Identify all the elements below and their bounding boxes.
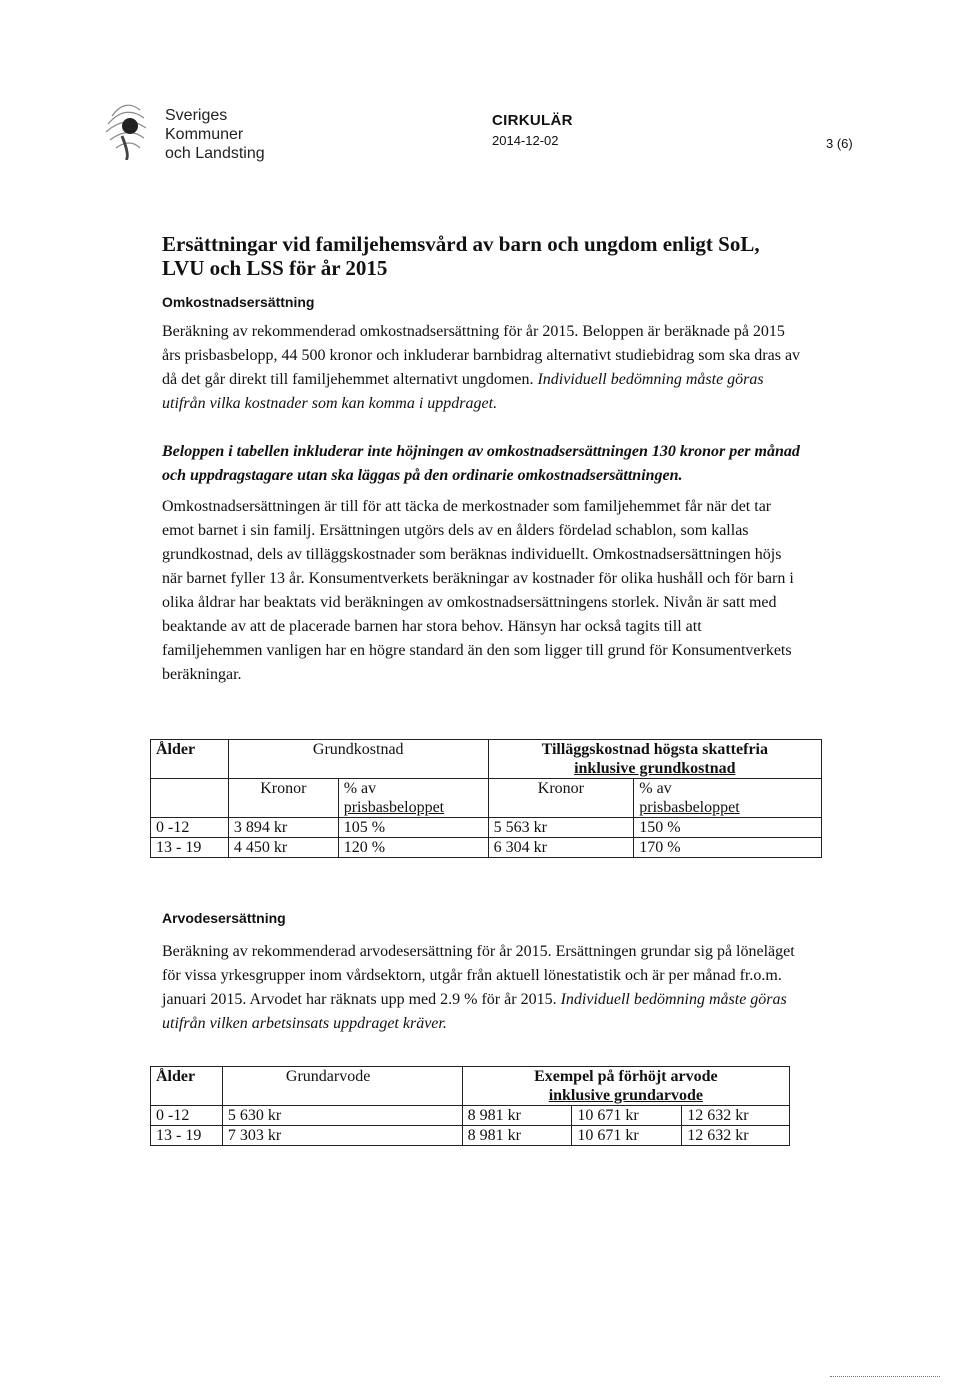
table-cell-example-1: 8 981 kr: [462, 1106, 572, 1126]
table-header-age: Ålder: [151, 1067, 223, 1106]
org-name-line-2: Kommuner: [165, 126, 244, 143]
omkostnad-paragraph-3: Omkostnadsersättningen är till för att täcka de merkostnader som familjehemmet får när det tar emot barnet i sin familj. Ersättningen utgörs dels av en ålders fördelad schablon, som kallas grundkostnad, dels av tilläggskostnader som beräknas individuellt. Omkostnadsersättningen höjs när barnet fyller 13 år. Konsumentverkets beräkningar av kostnader för olika hushåll och för barn i olika åldrar har beaktats vid beräkningen av omkostnadsersättningens storlek. Nivån är satt med beaktande av att de placerade barnen har stora behov. Hänsyn har också tagits till att familjehemmen vanligen har en högre standard än den som ligger till grund för Konsumentverkets beräkningar.: [162, 498, 794, 683]
document-type: CIRKULÄR: [492, 112, 573, 129]
table-subheader-percent: [634, 779, 822, 818]
table-cell-age: 0 -12: [151, 818, 229, 838]
arvode-table: [150, 1066, 790, 1146]
table-subheader-percent-line-2: prisbasbeloppet: [343, 799, 445, 816]
skl-logo-icon: [100, 96, 150, 160]
table-cell-extra-kr: 5 563 kr: [488, 818, 634, 838]
table-cell-empty: [151, 779, 229, 818]
table-header-row: [151, 740, 822, 779]
table-cell-extra-pct: 170 %: [634, 838, 822, 858]
table-cell-extra-kr: 6 304 kr: [488, 838, 634, 858]
table-header-extra: [488, 740, 821, 779]
scan-artifact-divider: [830, 1376, 940, 1377]
table-cell-example-3: 12 632 kr: [682, 1126, 790, 1146]
table-cell-fee: 5 630 kr: [222, 1106, 462, 1126]
table-cell-age: 13 - 19: [151, 1126, 223, 1146]
table-header-age: Ålder: [151, 740, 229, 779]
table-row: [151, 838, 822, 858]
table-cell-age: 0 -12: [151, 1106, 223, 1126]
table-header-fee-text: Grundarvode: [285, 1068, 371, 1085]
table-subheader-percent: [338, 779, 488, 818]
org-name-line-1: Sveriges: [165, 107, 228, 124]
page-title: [162, 232, 842, 280]
table-subheader-kronor: Kronor: [488, 779, 634, 818]
table-cell-base-kr: 3 894 kr: [228, 818, 338, 838]
table-subheader-percent-line-1: % av: [343, 780, 377, 797]
arvode-paragraph-1-text: Beräkning av rekommenderad arvodesersättning för år 2015. Ersättningen grundar sig på löneläget för vissa yrkesgrupper inom vårdsektorn, utgår från aktuell lönestatistik och är per månad fr.o.m. januari 2015. Arvodet har räknats upp med 2.9 % för år 2015.: [162, 943, 795, 1008]
arvode-paragraph-1: [162, 940, 802, 1036]
table-header-example-line-1: Exempel på förhöjt arvode: [534, 1068, 718, 1085]
section-heading-arvode: Arvodesersättning: [162, 910, 286, 926]
table-header-base: Grundkostnad: [228, 740, 488, 779]
table-header-row: [151, 1067, 790, 1106]
organization-name: [165, 106, 265, 163]
table-cell-fee: 7 303 kr: [222, 1126, 462, 1146]
title-line-1: Ersättningar vid familjehemsvård av barn och ungdom enligt SoL,: [162, 232, 760, 256]
table-subheader-row: [151, 779, 822, 818]
table-cell-example-2: 10 671 kr: [572, 1126, 682, 1146]
title-line-2: LVU och LSS för år 2015: [162, 256, 388, 280]
table-subheader-kronor: Kronor: [228, 779, 338, 818]
table-header-extra-line-2: inklusive grundkostnad: [574, 760, 736, 777]
omkostnad-paragraph-1-text: Beräkning av rekommenderad omkostnadsersättning för år 2015. Beloppen är beräknade på 2015 års prisbasbelopp, 44 500 kronor och inkluderar barnbidrag alternativt studiebidrag som ska dras av då det går direkt till familjehemmet alternativt ungdomen.: [162, 323, 801, 388]
table-cell-example-1: 8 981 kr: [462, 1126, 572, 1146]
table-cell-example-3: 12 632 kr: [682, 1106, 790, 1126]
table-header-extra-line-1: Tilläggskostnad högsta skattefria: [541, 741, 768, 758]
table-header-example: [462, 1067, 789, 1106]
table-row: [151, 1126, 790, 1146]
org-name-line-3: och Landsting: [165, 145, 265, 162]
omkostnad-paragraph-1: [162, 320, 802, 416]
table-row: [151, 1106, 790, 1126]
document-date: 2014-12-02: [492, 133, 559, 148]
table-header-example-line-2: inklusive grundarvode: [548, 1087, 703, 1104]
arvode-paragraph-1-italic: Individuell bedömning måste göras utifrån vilken arbetsinsats uppdraget kräver.: [162, 991, 787, 1032]
table-cell-example-2: 10 671 kr: [572, 1106, 682, 1126]
omkostnad-paragraph-2: [162, 440, 802, 488]
omkostnad-table: [150, 739, 822, 858]
section-heading-omkostnad: Omkostnadsersättning: [162, 294, 315, 310]
table-row: [151, 818, 822, 838]
table-header-fee: [222, 1067, 462, 1106]
table-cell-extra-pct: 150 %: [634, 818, 822, 838]
page-number: 3 (6): [826, 136, 853, 151]
table-cell-base-pct: 105 %: [338, 818, 488, 838]
table-cell-base-pct: 120 %: [338, 838, 488, 858]
table-cell-base-kr: 4 450 kr: [228, 838, 338, 858]
table-subheader-percent-line-1: % av: [639, 780, 672, 797]
omkostnad-paragraph-1-italic: Individuell bedömning måste göras utifrån vilka kostnader som kan komma i uppdraget.: [162, 371, 764, 412]
table-cell-age: 13 - 19: [151, 838, 229, 858]
table-subheader-percent-line-2: prisbasbeloppet: [639, 799, 740, 816]
omkostnad-paragraph-2-text: Beloppen i tabellen inkluderar inte höjningen av omkostnadsersättningen 130 kronor per månad och uppdragstagare utan ska läggas på den ordinarie omkostnadsersättningen.: [162, 443, 800, 484]
